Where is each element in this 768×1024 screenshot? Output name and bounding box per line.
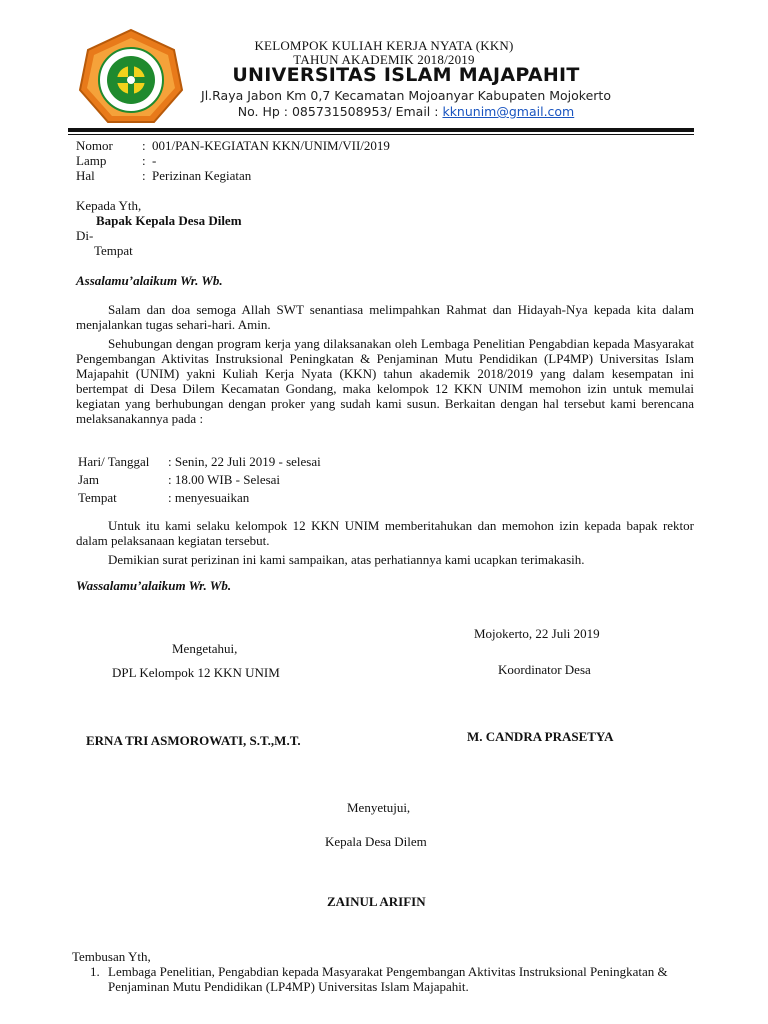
- menyetujui-label: Menyetujui,: [347, 800, 411, 815]
- letterhead-line2: TAHUN AKADEMIK 2018/2019: [293, 52, 475, 67]
- body-paragraph-1: [76, 302, 694, 332]
- schedule-label: Jam: [78, 472, 99, 487]
- list-item-text: Lembaga Penelitian, Pengabdian kepada Masyarakat Pengembangan Aktivitas Instruksional Peningkatan & Penjaminan Mutu Pendidikan (LP4MP) Universitas Islam Majapahit.: [108, 964, 668, 994]
- paragraph-text: Untuk itu kami selaku kelompok 12 KKN UNIM memberitahukan dan memohon izin kepada bapak rektor dalam pelaksanaan kegiatan tersebut.: [76, 518, 694, 548]
- schedule-row-day: [76, 453, 476, 471]
- schedule-row-place: [76, 489, 476, 507]
- schedule-value: : Senin, 22 Juli 2019 - selesai: [168, 454, 321, 469]
- recipient-name: Bapak Kepala Desa Dilem: [96, 213, 242, 228]
- meta-lamp-label: Lamp: [76, 153, 107, 168]
- paragraph-text: Sehubungan dengan program kerja yang dilaksanakan oleh Lembaga Penelitian Pengabdian kepada Masyarakat Pengembangan Aktivitas Instruksional Peningkatan & Penjaminan Mutu Pendidikan (LP4MP) Universitas Islam Majapahit (UNIM) yakni Kuliah Kerja Nyata (KKN) tahun akademik 2018/2019 yang dalam kesempatan ini bertempat di Desa Dilem Kecamatan Gondang, maka kelompok 12 KKN UNIM memohon izin untuk memulai kegiatan yang berhubungan dengan proker yang sudah kami susun. Berkaitan dengan hal tersebut kami berencana melaksanakannya pada :: [76, 336, 694, 426]
- left-signer-name: ERNA TRI ASMOROWATI, S.T.,M.T.: [86, 733, 301, 748]
- paragraph-text: Demikian surat perizinan ini kami sampaikan, atas perhatiannya kami ucapkan terimakasih.: [108, 552, 585, 567]
- place-date: Mojokerto, 22 Juli 2019: [474, 626, 600, 641]
- meta-colon: :: [142, 168, 146, 183]
- recipient-line4: Tempat: [94, 243, 133, 258]
- meta-hal-label: Hal: [76, 168, 95, 183]
- university-name: UNIVERSITAS ISLAM MAJAPAHIT: [232, 64, 580, 86]
- right-signer-name: M. CANDRA PRASETYA: [467, 729, 614, 744]
- meta-lamp-value: -: [152, 153, 157, 168]
- left-signer-role: DPL Kelompok 12 KKN UNIM: [112, 665, 280, 680]
- paragraph-text: Salam dan doa semoga Allah SWT senantiasa melimpahkan Rahmat dan Hidayah-Nya kepada kita dalam menjalankan tugas sehari-hari. Amin.: [76, 302, 694, 332]
- closing-salam: Wassalamu’alaikum Wr. Wb.: [76, 578, 232, 593]
- list-item-number: 1.: [90, 964, 100, 979]
- schedule-row-time: [76, 471, 476, 489]
- schedule-table: [76, 453, 476, 507]
- meta-colon: :: [142, 153, 146, 168]
- letterhead-rule-thick: [68, 128, 694, 132]
- letterhead-rule-thin: [68, 134, 694, 135]
- greeting: Assalamu’alaikum Wr. Wb.: [76, 273, 223, 288]
- meta-hal-value: Perizinan Kegiatan: [152, 168, 252, 183]
- meta-nomor-label: Nomor: [76, 138, 113, 153]
- body-paragraph-2: [76, 336, 694, 426]
- university-address: Jl.Raya Jabon Km 0,7 Kecamatan Mojoanyar Kabupaten Mojokerto: [201, 88, 611, 103]
- university-contact: [196, 104, 616, 119]
- recipient-line3: Di-: [76, 228, 94, 243]
- body-paragraph-4: [76, 552, 694, 567]
- meta-nomor-value: 001/PAN-KEGIATAN KKN/UNIM/VII/2019: [152, 138, 390, 153]
- center-signer-role: Kepala Desa Dilem: [325, 834, 427, 849]
- recipient-line1: Kepada Yth,: [76, 198, 142, 213]
- contact-phone: No. Hp : 085731508953/ Email :: [237, 104, 443, 119]
- schedule-label: Hari/ Tanggal: [78, 454, 150, 469]
- schedule-value: : 18.00 WIB - Selesai: [168, 472, 281, 487]
- right-signer-role: Koordinator Desa: [498, 662, 591, 677]
- meta-colon: :: [142, 138, 146, 153]
- email-link[interactable]: kknunim@gmail.com: [442, 104, 575, 119]
- mengetahui-label: Mengetahui,: [172, 641, 238, 656]
- letterhead-line1: KELOMPOK KULIAH KERJA NYATA (KKN): [254, 38, 514, 53]
- schedule-label: Tempat: [78, 490, 117, 505]
- schedule-value: : menyesuaikan: [168, 490, 250, 505]
- center-signer-name: ZAINUL ARIFIN: [327, 894, 426, 909]
- tembusan-label: Tembusan Yth,: [72, 949, 151, 964]
- body-paragraph-3: [76, 518, 694, 548]
